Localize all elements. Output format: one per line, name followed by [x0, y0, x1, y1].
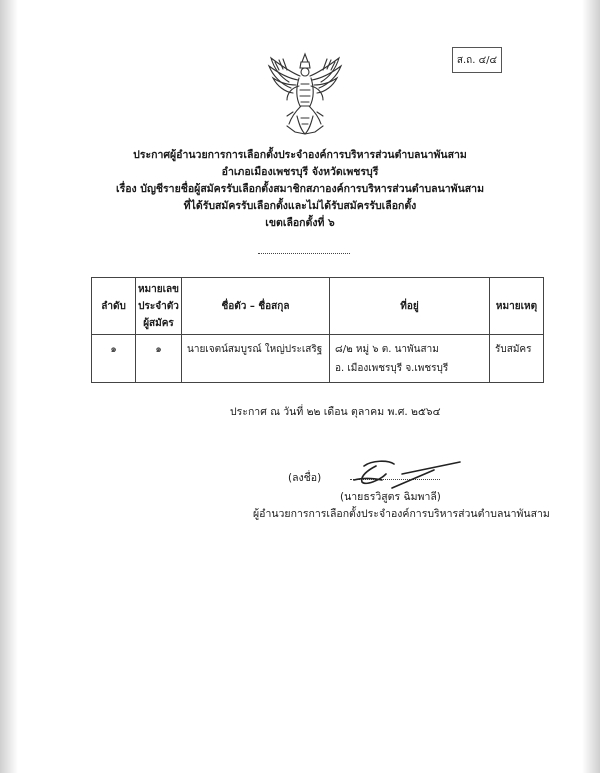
- header-address: ที่อยู่: [330, 278, 490, 335]
- header-candidate-number: [136, 278, 182, 335]
- cell-order: ๑: [92, 335, 136, 383]
- page-shadow-right: [582, 0, 600, 773]
- cell-candidate-number: ๑: [136, 335, 182, 383]
- header-number-line-2: ประจำตัว: [138, 300, 179, 312]
- garuda-emblem-icon: [265, 52, 345, 136]
- header-number-line-3: ผู้สมัคร: [143, 317, 174, 329]
- signer-name: (นายธรวิสูตร ฉิมพาลี): [340, 491, 441, 503]
- form-code-box: [452, 47, 502, 73]
- page-shadow-left: [0, 0, 18, 773]
- heading-line-2: อำเภอเมืองเพชรบุรี จังหวัดเพชรบุรี: [221, 166, 379, 178]
- heading-line-3: เรื่อง บัญชีรายชื่อผู้สมัครรับเลือกตั้งสมาชิกสภาองค์การบริหารส่วนตำบลนาพันสาม: [115, 183, 484, 195]
- cell-remark: รับสมัคร: [490, 335, 544, 383]
- cell-address-line-1: ๘/๒ หมู่ ๖ ต. นาพันสาม: [335, 344, 439, 355]
- cell-address-line-2: อ. เมืองเพชรบุรี จ.เพชรบุรี: [335, 363, 449, 374]
- cell-address: [330, 335, 490, 383]
- header-order: ลำดับ: [92, 278, 136, 335]
- heading-line-5: เขตเลือกตั้งที่ ๖: [265, 217, 335, 229]
- heading-divider: [258, 253, 350, 254]
- table-header-row: [92, 278, 544, 335]
- signer-title: ผู้อำนวยการการเลือกตั้งประจำองค์การบริหารส่วนตำบลนาพันสาม: [253, 508, 550, 520]
- header-number-line-1: หมายเลข: [137, 283, 180, 295]
- signature-label: (ลงชื่อ): [288, 472, 322, 484]
- header-remark: หมายเหตุ: [490, 278, 544, 335]
- announcement-heading: [100, 147, 500, 232]
- form-code: ส.ถ. ๔/๔: [456, 54, 498, 66]
- header-name: ชื่อตัว – ชื่อสกุล: [182, 278, 330, 335]
- cell-name: นายเจตน์สมบูรณ์ ใหญ่ประเสริฐ: [182, 335, 330, 383]
- heading-line-1: ประกาศผู้อำนวยการการเลือกตั้งประจำองค์การบริหารส่วนตำบลนาพันสาม: [133, 149, 467, 161]
- heading-line-4: ที่ได้รับสมัครรับเลือกตั้งและไม่ได้รับสมัครรับเลือกตั้ง: [183, 200, 417, 212]
- table-row: [92, 335, 544, 383]
- announcement-date: ประกาศ ณ วันที่ ๒๒ เดือน ตุลาคม พ.ศ. ๒๕๖๔: [230, 406, 441, 418]
- candidate-table: [91, 277, 544, 383]
